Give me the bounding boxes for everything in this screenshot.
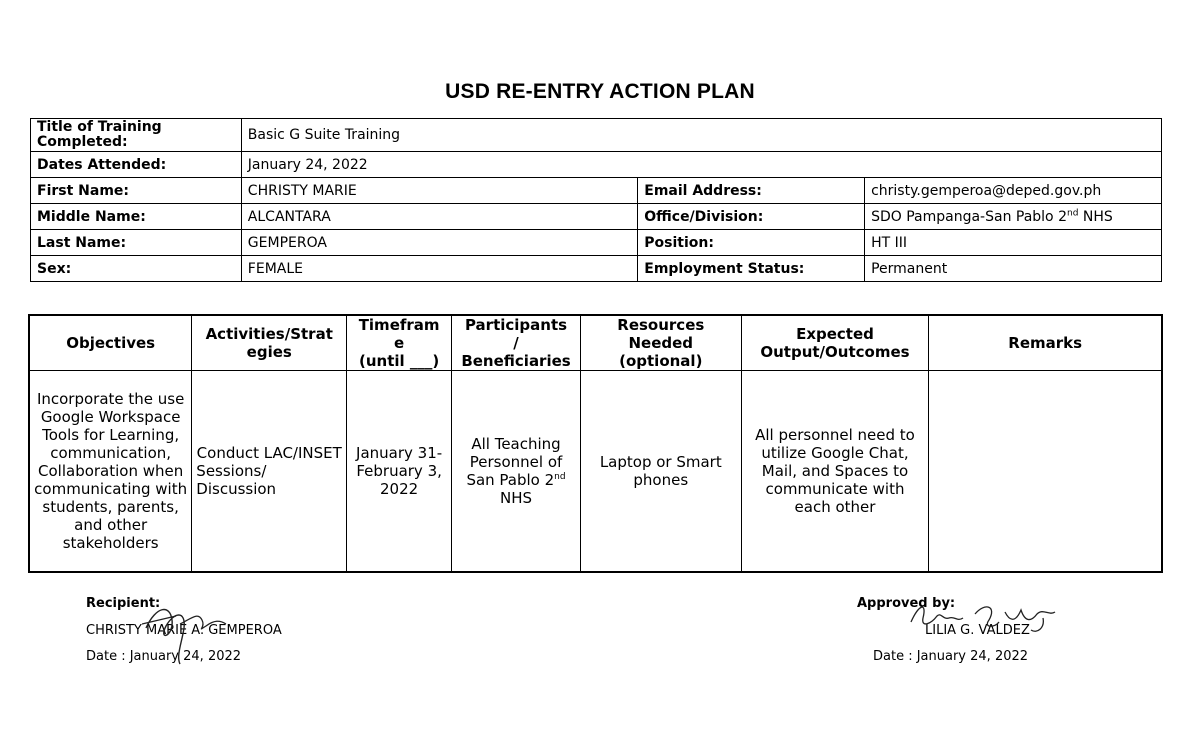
activities-line-2: Sessions/ Discussion [196, 462, 277, 498]
position-label: Position: [638, 230, 865, 256]
first-name-value: CHRISTY MARIE [241, 178, 637, 204]
approved-label: Approved by: [857, 596, 956, 611]
office-label: Office/Division: [638, 204, 865, 230]
training-label: Title of Training Completed: [31, 119, 242, 152]
last-name-row [31, 230, 1162, 256]
timeframe-header: Timefram e (until ___) [347, 315, 452, 371]
recipient-name: CHRISTY MARIE A. GEMPEROA [86, 623, 282, 638]
email-label: Email Address: [638, 178, 865, 204]
training-row [31, 119, 1162, 152]
employment-value: Permanent [865, 256, 1162, 282]
approver-signature [905, 598, 1065, 640]
office-superscript: nd [1066, 207, 1079, 218]
action-plan-table [28, 314, 1163, 573]
participants-header: Participants / Beneficiaries [452, 315, 581, 371]
objectives-cell: Incorporate the use Google Workspace Tools for Learning, communication, Collaboration when communicating with students, parents, and other stakeholders [29, 371, 192, 573]
last-name-value: GEMPEROA [241, 230, 637, 256]
office-value [865, 204, 1162, 230]
approved-name: LILIA G. VALDEZ [925, 623, 1030, 638]
last-name-label: Last Name: [31, 230, 242, 256]
participants-superscript: nd [554, 472, 566, 482]
recipient-date: Date : January 24, 2022 [86, 649, 242, 664]
dates-row [31, 152, 1162, 178]
middle-name-value: ALCANTARA [241, 204, 637, 230]
first-name-row [31, 178, 1162, 204]
employment-label: Employment Status: [638, 256, 865, 282]
training-value: Basic G Suite Training [241, 119, 1161, 152]
first-name-label: First Name: [31, 178, 242, 204]
dates-value: January 24, 2022 [241, 152, 1161, 178]
sex-row [31, 256, 1162, 282]
middle-name-row [31, 204, 1162, 230]
approved-date: Date : January 24, 2022 [873, 649, 1029, 664]
sex-label: Sex: [31, 256, 242, 282]
expected-cell: All personnel need to utilize Google Chat, Mail, and Spaces to communicate with each other [741, 371, 929, 573]
participants-cell [452, 371, 581, 573]
position-value: HT III [865, 230, 1162, 256]
resources-cell: Laptop or Smart phones [580, 371, 741, 573]
plan-row [29, 371, 1162, 573]
middle-name-label: Middle Name: [31, 204, 242, 230]
recipient-label: Recipient: [86, 596, 161, 611]
recipient-signature [136, 598, 236, 666]
objectives-header: Objectives [29, 315, 192, 371]
participants-text: All Teaching Personnel of San Pablo 2 [466, 435, 563, 489]
remarks-cell [929, 371, 1162, 573]
document-title: USD RE-ENTRY ACTION PLAN [445, 80, 755, 103]
activities-cell [192, 371, 347, 573]
resources-header: Resources Needed (optional) [580, 315, 741, 371]
plan-header-row [29, 315, 1162, 371]
activities-header: Activities/Strat egies [192, 315, 347, 371]
sex-value: FEMALE [241, 256, 637, 282]
activities-line-1: Conduct LAC/INSET [196, 444, 342, 462]
dates-label: Dates Attended: [31, 152, 242, 178]
trainee-info-table [30, 118, 1162, 282]
remarks-header: Remarks [929, 315, 1162, 371]
timeframe-cell: January 31-February 3, 2022 [347, 371, 452, 573]
participants-suffix: NHS [500, 489, 533, 507]
office-text: SDO Pampanga-San Pablo 2 [871, 208, 1067, 225]
expected-header: Expected Output/Outcomes [741, 315, 929, 371]
office-suffix: NHS [1078, 208, 1113, 225]
email-value: christy.gemperoa@deped.gov.ph [865, 178, 1162, 204]
